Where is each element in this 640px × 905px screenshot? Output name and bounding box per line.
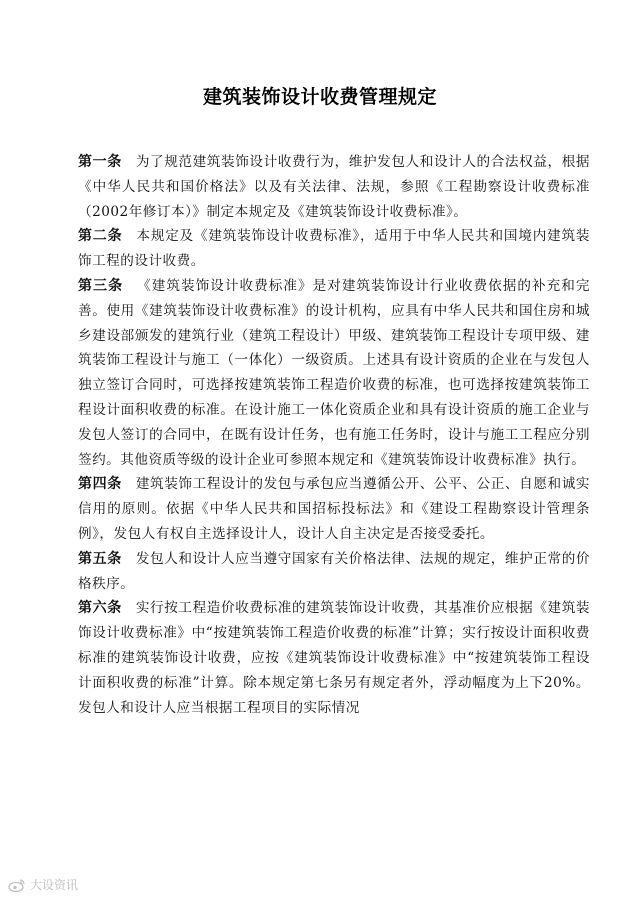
article-5 [78, 547, 590, 597]
article-label: 第二条 [78, 228, 123, 245]
article-text: 本规定及《建筑装饰设计收费标准》，适用于中华人民共和国境内建筑装饰工程的设计收费。 [78, 228, 591, 270]
article-3 [78, 274, 590, 472]
article-label: 第三条 [78, 277, 124, 294]
article-label: 第六条 [78, 600, 122, 617]
article-text: 为了规范建筑装饰设计收费行为，维护发包人和设计人的合法权益，根据《中华人民共和国价格法》以及有关法律、法规，参照《工程勘察设计收费标准（2002年修订本）》制定本规定及《建筑装饰设计收费标准》。 [78, 154, 591, 220]
article-label: 第五条 [78, 550, 122, 567]
document-body [78, 150, 590, 720]
article-4 [78, 472, 590, 546]
article-text: 建筑装饰工程设计的发包与承包应当遵循公开、公平、公正、自愿和诚实信用的原则。依据《中华人民共和国招标投标法》和《建设工程勘察设计管理条例》，发包人有权自主选择设计人，设计人自主决定是否接受委托。 [78, 476, 591, 542]
document-title: 建筑装饰设计收费管理规定 [202, 86, 437, 108]
article-2 [78, 224, 590, 274]
article-label: 第一条 [78, 154, 122, 170]
article-text: 实行按工程造价收费标准的建筑装饰设计收费，其基准价应根据《建筑装饰设计收费标准》中“按建筑装饰工程造价收费的标准”计算；实行按设计面积收费标准的建筑装饰设计收费，应按《建筑装饰设计收费标准》中“按建筑装饰工程设计面积收费的标准”计算。除本规定第七条另有规定者外，浮动幅度为上下20%。发包人和设计人应当根据工程项目的实际情况 [78, 600, 591, 716]
weibo-logo-icon [8, 878, 26, 892]
watermark-text: 大设资讯 [30, 878, 79, 892]
article-label: 第四条 [78, 476, 122, 493]
article-text: 发包人和设计人应当遵守国家有关价格法律、法规的规定，维护正常的价格秩序。 [78, 550, 591, 592]
article-text: 《建筑装饰设计收费标准》是对建筑装饰设计行业收费依据的补充和完善。使用《建筑装饰设计收费标准》的设计机构，应具有中华人民共和国住房和城乡建设部颁发的建筑行业（建筑工程设计）甲级、建筑装饰工程设计专项甲级、建筑装饰工程设计与施工（一体化）一级资质。上述具有设计资质的企业在与发包人独立签订合同时，可选择按建筑装饰工程造价收费的标准，也可选择按建筑装饰工程设计面积收费的标准。在设计施工一体化资质企业和具有设计资质的施工企业与发包人签订的合同中，在既有设计任务，也有施工任务时，设计与施工工程应分别签约。其他资质等级的设计企业可参照本规定和《建筑装饰设计收费标准》执行。 [78, 277, 591, 468]
article-1 [78, 150, 590, 224]
article-6 [78, 596, 590, 720]
watermark [8, 876, 78, 893]
